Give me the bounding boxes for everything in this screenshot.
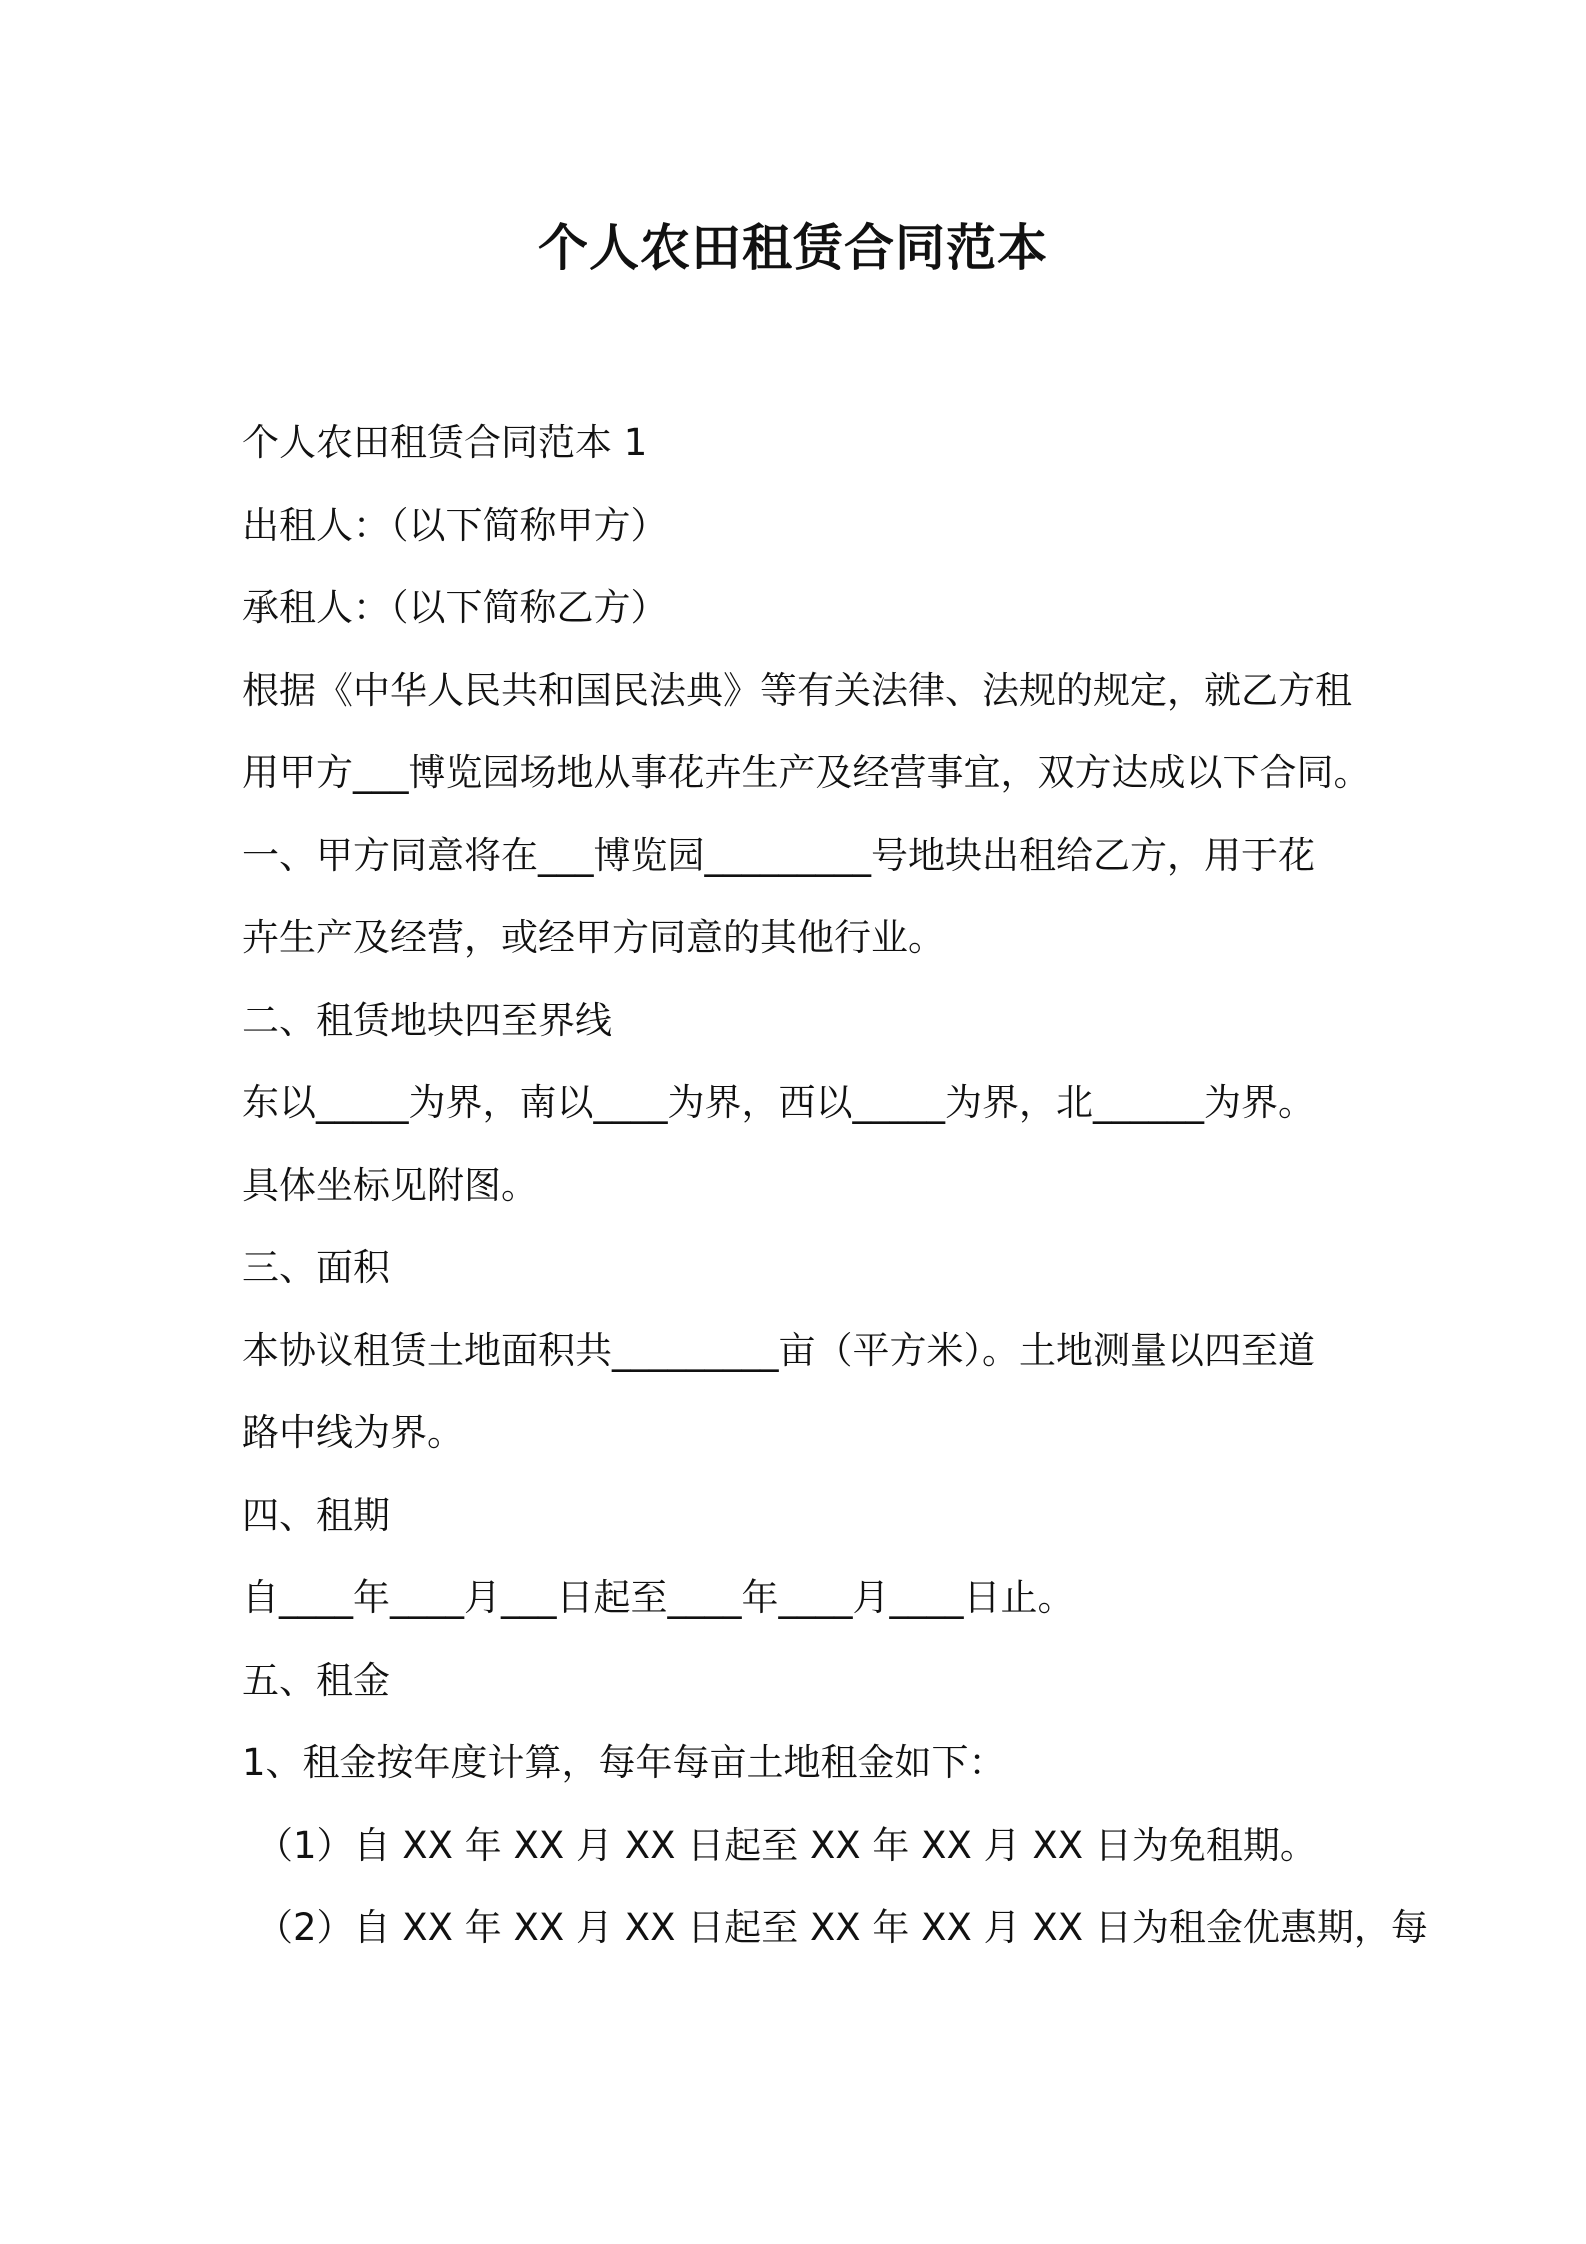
- area-line: 路中线为界。: [242, 1411, 464, 1454]
- lessee-line: 承租人：（以下简称乙方）: [242, 586, 668, 629]
- boundary-line: 东以_____为界，南以____为界，西以_____为界，北______为界。: [242, 1081, 1315, 1124]
- clause-heading: 四、租期: [242, 1493, 390, 1537]
- clause-heading: 二、租赁地块四至界线: [242, 998, 612, 1042]
- document-body: [242, 408, 1428, 1976]
- clause-line: 一、甲方同意将在___博览园_________号地块出租给乙方，用于花: [242, 833, 1315, 877]
- clause-line: 卉生产及经营，或经甲方同意的其他行业。: [242, 916, 945, 959]
- paragraph-line: 用甲方___博览园场地从事花卉生产及经营事宜，双方达成以下合同。: [242, 751, 1371, 794]
- rent-subitem: （2）自 XX 年 XX 月 XX 日起至 XX 年 XX 月 XX 日为租金优惠期，每: [256, 1906, 1428, 1949]
- lessor-line: 出租人：（以下简称甲方）: [242, 503, 668, 547]
- clause-heading: 五、租金: [242, 1658, 390, 1702]
- rent-line: 1、租金按年度计算，每年每亩土地租金如下：: [242, 1741, 1006, 1784]
- paragraph-line: 根据《中华人民共和国民法典》等有关法律、法规的规定，就乙方租: [242, 668, 1352, 712]
- document-title: 个人农田租赁合同范本: [538, 219, 1048, 277]
- boundary-note: 具体坐标见附图。: [242, 1163, 538, 1207]
- area-line: 本协议租赁土地面积共_________亩（平方米）。土地测量以四至道: [242, 1328, 1315, 1372]
- term-line: 自____年____月___日起至____年____月____日止。: [242, 1576, 1075, 1619]
- clause-heading: 三、面积: [242, 1246, 390, 1289]
- rent-subitem: （1）自 XX 年 XX 月 XX 日起至 XX 年 XX 月 XX 日为免租期。: [256, 1823, 1317, 1867]
- section-heading: 个人农田租赁合同范本 1: [242, 421, 648, 464]
